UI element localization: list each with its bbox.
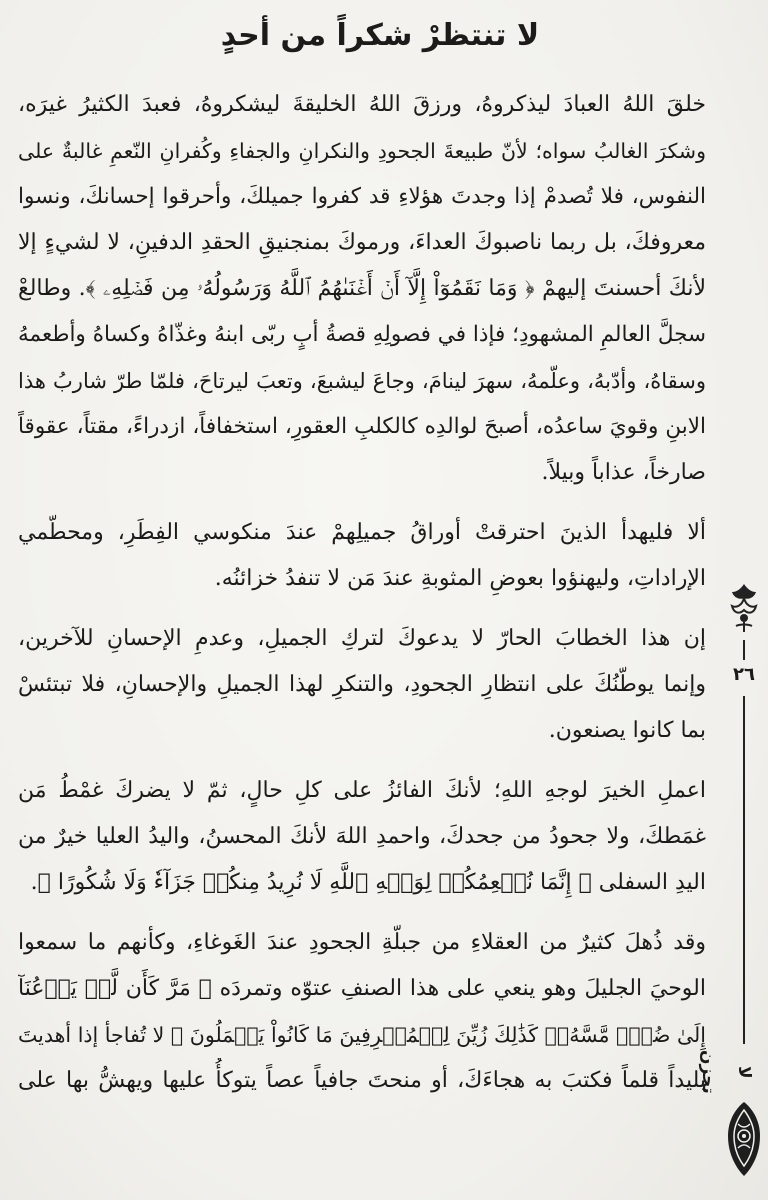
side-rule — [743, 696, 745, 1044]
text-line: لأنكَ أحسنتَ إليهمْ ﴿ وَمَا نَقَمُوٓاْ إِلَّآ أَنۡ أَغۡنَىٰهُمُ ٱللَّهُ وَرَسُولُهُۥ مِن فَضۡلِهِۦ ﴾. وطالعْ — [18, 276, 706, 301]
text-line: غمَطكَ، ولا جحودُ من جحدكَ، واحمدِ اللهَ لأنكَ المحسنُ، واليدُ العليا خيرٌ من — [18, 824, 706, 849]
text-line: وشكرَ الغالبُ سواه؛ لأنّ طبيعةَ الجحودِ والنكرانِ والجفاءِ وكُفرانِ النّعمِ غالبةٌ على — [18, 139, 706, 163]
text-line: الابنِ وقويَ ساعدُه، أصبحَ لوالدِه كالكلبِ العقورِ، استخفافاً، ازدراءً، مقتاً، عقوقاً — [18, 414, 706, 439]
body-text — [18, 82, 706, 1104]
text-line: صارخاً، عذاباً وبيلاً. — [541, 460, 706, 485]
side-rule — [743, 640, 745, 660]
paragraph-1 — [18, 82, 706, 496]
paragraph-4 — [18, 768, 706, 906]
text-line: سجلَّ العالمِ المشهودِ؛ فإذا في فصولِهِ قصةُ أبٍ ربّى ابنهُ وغذّاهُ وكساهُ وأطعمهُ — [18, 322, 706, 347]
paragraph-3 — [18, 616, 706, 754]
text-line: النفوس، فلا تُصدمْ إذا وجدتَ هؤلاءِ قد كفروا جميلكَ، وأحرقوا إحسانكَ، ونسوا — [18, 184, 706, 209]
text-line: اليدِ السفلى ﴿ إِنَّمَا نُطۡعِمُكُمۡ لِوَجۡهِ ٱللَّهِ لَا نُرِيدُ مِنكُمۡ جَزَآءٗ وَلَا شُكُورًا ﴾. — [30, 870, 706, 895]
text-line: إِلَىٰ ضُرّٖ مَّسَّهُۥۚ كَذَٰلِكَ زُيِّنَ لِلۡمُسۡرِفِينَ مَا كَانُواْ يَعۡمَلُونَ ﴾ لا تُفاجأ إذا أهديتَ — [18, 1023, 706, 1047]
side-margin — [698, 580, 764, 1180]
text-line: خلقَ اللهُ العبادَ ليذكروهُ، ورزقَ اللهُ الخليقةَ ليشكروهُ، فعبدَ الكثيرُ غيرَه، — [18, 92, 706, 117]
text-line: وقد ذُهلَ كثيرٌ من العقلاءِ من جبلّةِ الجحودِ عندَ الغَوغاءِ، وكأنهم ما سمعوا — [18, 930, 706, 955]
text-line: بما كانوا يصنعون. — [548, 718, 706, 743]
running-head: لا تحزن — [698, 1050, 754, 1094]
text-line: الإراداتِ، وليهنؤوا بعوضِ المثوبةِ عندَ مَن لا تنفدُ خزائنُه. — [214, 566, 706, 591]
page-title: لا تنتظرْ شكراً من أحدٍ — [220, 18, 540, 53]
text-line: وسقاهُ، وأدّبهُ، وعلّمهُ، سهرَ لينامَ، وجاعَ ليشبعَ، وتعبَ ليرتاحَ، فلمّا طرّ شاربُ هذا — [18, 369, 706, 393]
paragraph-5 — [18, 920, 706, 1104]
arabesque-ornament-icon — [724, 1100, 764, 1178]
text-line: اعملِ الخيرَ لوجهِ اللهِ؛ لأنكَ الفائزُ على كلِ حالٍ، ثمّ لا يضركَ غمْطُ مَن — [18, 778, 706, 803]
paragraph-2 — [18, 510, 706, 602]
text-line: معروفكَ، بل ربما ناصبوكَ العداءَ، ورموكَ بمنجنيقِ الحقدِ الدفينِ، لا لشيءٍ إلا — [18, 230, 706, 255]
text-line: وإنما يوطّنُكَ على انتظارِ الجحودِ، والتنكرِ لهذا الجميلِ والإحسانِ، فلا تبتئسْ — [18, 672, 706, 697]
fleur-ornament-icon — [726, 580, 762, 634]
text-line: ألا فليهدأ الذينَ احترقتْ أوراقُ جميلِهمْ عندَ منكوسي الفِطَرِ، ومحطّمي — [18, 520, 706, 545]
page-number: ٢٦ — [733, 664, 755, 685]
text-line: الوحيَ الجليلَ وهو ينعي على هذا الصنفِ عتوّه وتمردَه ﴿ مَرَّ كَأَن لَّمۡ يَدۡعُنَآ — [18, 976, 706, 1001]
text-line: إن هذا الخطابَ الحارّ لا يدعوكَ لتركِ الجميلِ، وعدمِ الإحسانِ للآخرين، — [18, 626, 706, 651]
text-line: بليداً قلماً فكتبَ به هجاءَكَ، أو منحتَ جافياً عصاً يتوكأُ عليها ويهشُّ بها على — [18, 1068, 706, 1093]
